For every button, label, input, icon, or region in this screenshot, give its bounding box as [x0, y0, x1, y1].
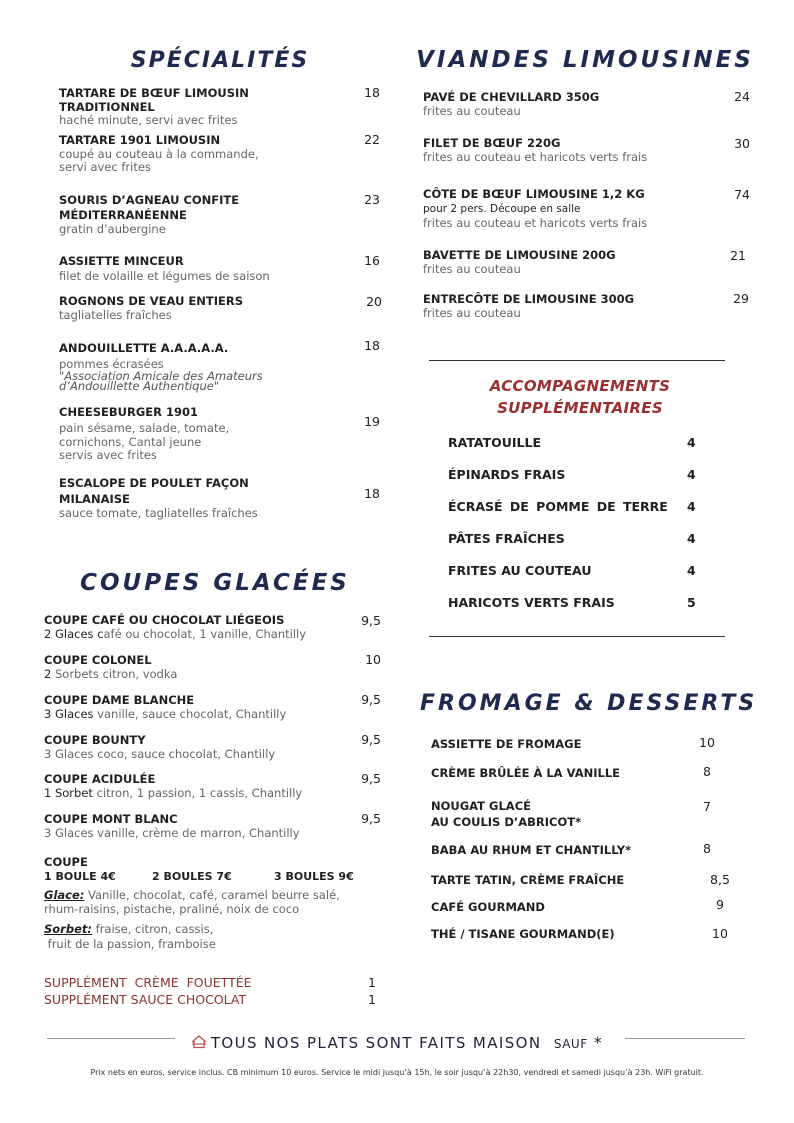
- item-price: 74: [734, 187, 750, 202]
- glace-text: Vanille, chocolat, café, caramel beurre salé,: [84, 888, 340, 902]
- side-item-name: ÉCRASÉ DE POMME DE TERRE: [448, 499, 668, 514]
- item-desc: haché minute, servi avec frites: [59, 113, 238, 127]
- dessert-price: 10: [712, 926, 728, 941]
- menu-item: [423, 292, 634, 320]
- item-price: 19: [364, 414, 380, 429]
- supplement-price: 1: [368, 992, 376, 1007]
- item-price: 9,5: [361, 811, 381, 826]
- dessert-price: 8: [703, 764, 711, 779]
- item-name: CÔTE DE BŒUF LIMOUSINE 1,2 KG: [423, 187, 645, 201]
- coupe-boules: [44, 856, 88, 869]
- desc-rest: 3 Glaces coco, sauce chocolat, Chantilly: [44, 747, 276, 761]
- item-price: 16: [364, 253, 380, 268]
- item-price: 29: [733, 291, 749, 306]
- menu-item: [59, 192, 239, 236]
- desc-lead: 1 Sorbet: [44, 786, 97, 800]
- item-name: ROGNONS DE VEAU ENTIERS: [59, 294, 244, 308]
- item-desc: [44, 827, 300, 840]
- item-name: TARTARE DE BŒUF LIMOUSIN: [59, 86, 249, 100]
- item-note: d’Andouillette Authentique": [59, 379, 220, 393]
- item-name: SOURIS D’AGNEAU CONFITE: [59, 193, 240, 207]
- menu-item: [44, 693, 286, 721]
- item-desc: sauce tomate, tagliatelles fraîches: [59, 506, 258, 520]
- item-desc: pain sésame, salade, tomate,: [59, 421, 230, 435]
- item-price: 18: [364, 85, 380, 100]
- menu-item: [423, 248, 616, 276]
- item-desc: coupé au couteau à la commande,: [59, 147, 259, 161]
- item-desc: servi avec frites: [59, 160, 151, 174]
- supplement-price: 1: [368, 975, 376, 990]
- item-price: 24: [734, 89, 750, 104]
- boule-option: 3 BOULES 9€: [274, 870, 354, 883]
- item-name: ESCALOPE DE POULET FAÇON: [59, 476, 249, 490]
- dessert-name: AU COULIS D’ABRICOT*: [431, 815, 582, 829]
- menu-item: [44, 613, 306, 641]
- item-name: COUPE DAME BLANCHE: [44, 693, 195, 707]
- desc-rest: afé ou chocolat, 1 vanille, Chantilly: [103, 627, 307, 641]
- item-price: 23: [364, 192, 380, 207]
- supplement-name: SUPPLÉMENT CRÈME FOUETTÉE: [44, 975, 252, 990]
- dessert-name: CAFÉ GOURMAND: [431, 900, 545, 914]
- dessert-price: 9: [716, 897, 724, 912]
- item-name: CHEESEBURGER 1901: [59, 405, 199, 419]
- dessert-price: 8: [703, 841, 711, 856]
- sauf-label: SAUF: [553, 1037, 588, 1051]
- asterisk: *: [593, 1033, 604, 1052]
- item-price: 9,5: [361, 732, 381, 747]
- item-desc: [44, 668, 177, 681]
- item-name: TARTARE 1901 LIMOUSIN: [59, 133, 221, 147]
- item-name: MÉDITERRANÉENNE: [59, 208, 187, 222]
- boule-option: 2 BOULES 7€: [152, 870, 232, 883]
- item-name: COUPE ACIDULÉE: [44, 772, 156, 786]
- boule-option: 1 BOULE 4€: [44, 870, 116, 883]
- glace-label: Glace:: [44, 888, 85, 902]
- menu-item: [59, 86, 249, 127]
- item-desc: [44, 787, 302, 800]
- sorbet-label: Sorbet:: [44, 922, 92, 936]
- divider: [429, 360, 725, 361]
- title-line: SUPPLÉMENTAIRES: [497, 399, 663, 417]
- side-item-price: 4: [687, 531, 696, 546]
- item-name: COUPE MONT BLANC: [44, 812, 178, 826]
- item-price: 9,5: [361, 692, 381, 707]
- menu-item: [59, 404, 229, 462]
- section-title-desserts: FROMAGE & DESSERTS: [420, 691, 758, 716]
- item-desc: gratin d’aubergine: [59, 222, 166, 236]
- item-price: 22: [364, 132, 380, 147]
- item-price: 20: [366, 294, 382, 309]
- menu-item: [59, 133, 259, 174]
- item-desc: [44, 748, 275, 761]
- item-desc: filet de volaille et légumes de saison: [59, 269, 270, 283]
- item-name: COUPE BOUNTY: [44, 733, 146, 747]
- desc-rest: 3 Glaces vanille, crème de marron, Chantilly: [44, 826, 300, 840]
- dessert-name: TARTE TATIN, CRÈME FRAÎCHE: [431, 873, 625, 887]
- menu-item: [59, 340, 263, 391]
- item-name: PAVÉ DE CHEVILLARD 350G: [423, 90, 600, 104]
- item-price: 18: [364, 338, 380, 353]
- menu-item: [59, 294, 243, 322]
- item-desc: frites au couteau: [423, 262, 521, 276]
- divider: [429, 636, 725, 637]
- glace-line: [44, 889, 340, 902]
- side-item-price: 4: [687, 467, 696, 482]
- section-title-specialites: SPÉCIALITÉS: [130, 48, 310, 73]
- menu-item: [423, 136, 647, 164]
- item-name: FILET DE BŒUF 220G: [423, 136, 561, 150]
- dessert-name: ASSIETTE DE FROMAGE: [431, 737, 582, 751]
- desc-lead: 2 Glaces c: [44, 627, 104, 641]
- sorbet-text: fruit de la passion, framboise: [44, 937, 216, 951]
- item-desc: servis avec frites: [59, 448, 157, 462]
- menu-item: [59, 475, 258, 520]
- section-title-viandes: VIANDES LIMOUSINES: [416, 47, 754, 73]
- item-name: ENTRECÔTE DE LIMOUSINE 300G: [423, 292, 635, 306]
- menu-item: [423, 187, 647, 230]
- item-desc: frites au couteau et haricots verts frais: [423, 150, 648, 164]
- side-item-price: 5: [687, 595, 696, 610]
- title-line: ACCOMPAGNEMENTS: [489, 377, 671, 395]
- menu-item: [44, 812, 300, 840]
- item-price: 21: [730, 248, 746, 263]
- dessert-name: NOUGAT GLACÉ: [431, 799, 531, 813]
- glace-flavours: [44, 889, 340, 916]
- item-name: COUPE CAFÉ OU CHOCOLAT LIÉGEOIS: [44, 613, 285, 627]
- dessert-price: 8,5: [710, 872, 730, 887]
- side-item-name: ÉPINARDS FRAIS: [448, 467, 566, 482]
- item-desc: [44, 708, 286, 721]
- item-desc: frites au couteau: [423, 306, 521, 320]
- side-item-price: 4: [687, 435, 696, 450]
- section-title-coupes: COUPES GLACÉES: [80, 570, 350, 596]
- menu-item: [44, 772, 302, 800]
- item-price: 9,5: [361, 771, 381, 786]
- dessert-name: THÉ / TISANE GOURMAND(E): [431, 927, 615, 941]
- sorbet-flavours: [44, 923, 216, 952]
- item-price: 30: [734, 136, 750, 151]
- desc-rest: vanille, sauce chocolat, Chantilly: [97, 707, 287, 721]
- dessert-name: BABA AU RHUM ET CHANTILLY*: [431, 843, 632, 857]
- desc-rest: Sorbets citron, vodka: [54, 667, 178, 681]
- menu-item: [423, 90, 599, 118]
- sorbet-text: fraise, citron, cassis,: [91, 922, 214, 936]
- coupe-label: COUPE: [44, 855, 88, 869]
- item-desc: frites au couteau et haricots verts frais: [423, 216, 648, 230]
- side-item-name: FRITES AU COUTEAU: [448, 563, 592, 578]
- footer-note: Prix nets en euros, service inclus. CB minimum 10 euros. Service le midi jusqu’à 15h, le soir jusqu’à 22h30, vendredi et samedi jusqu’à 23h. WiFi gratuit.: [90, 1068, 704, 1077]
- dessert-name: CRÈME BRÛLÉE À LA VANILLE: [431, 766, 621, 780]
- side-item-name: HARICOTS VERTS FRAIS: [448, 595, 615, 610]
- side-item-name: RATATOUILLE: [448, 435, 542, 450]
- dessert-price: 7: [703, 799, 711, 814]
- desc-lead: 3 Glaces: [44, 707, 98, 721]
- menu-item: [44, 653, 177, 681]
- menu-item: [44, 733, 275, 761]
- item-name: ANDOUILLETTE A.A.A.A.A.: [59, 341, 229, 355]
- item-desc: cornichons, Cantal jeune: [59, 435, 202, 449]
- item-desc: tagliatelles fraîches: [59, 308, 172, 322]
- dessert-price: 10: [699, 735, 715, 750]
- homemade-banner: [0, 1033, 794, 1052]
- house-icon: [191, 1035, 207, 1049]
- glace-text: rhum-raisins, pistache, praliné, noix de coco: [44, 902, 300, 916]
- side-item-price: 4: [687, 563, 696, 578]
- desc-lead: 2: [44, 667, 55, 681]
- item-note: "Association Amicale des Amateurs: [59, 369, 263, 383]
- item-desc: pommes écrasées: [59, 357, 164, 371]
- side-item-name: PÂTES FRAÎCHES: [448, 531, 565, 546]
- desc-rest: citron, 1 passion, 1 cassis, Chantilly: [96, 786, 303, 800]
- side-item-price: 4: [687, 499, 696, 514]
- menu-item: [59, 253, 270, 283]
- item-name: ASSIETTE MINCEUR: [59, 254, 184, 268]
- section-title-accompagnements: [420, 375, 740, 419]
- item-price: 18: [364, 486, 380, 501]
- homemade-text: TOUS NOS PLATS SONT FAITS MAISON: [210, 1034, 542, 1052]
- item-name: MILANAISE: [59, 492, 130, 506]
- item-desc: [44, 628, 306, 641]
- supplement-name: SUPPLÉMENT SAUCE CHOCOLAT: [44, 992, 247, 1007]
- item-name: COUPE COLONEL: [44, 653, 152, 667]
- sorbet-line: [44, 923, 216, 936]
- item-subdesc: pour 2 pers. Découpe en salle: [423, 203, 581, 215]
- item-name: TRADITIONNEL: [59, 100, 155, 114]
- dessert-item: [431, 798, 581, 830]
- item-name: BAVETTE DE LIMOUSINE 200G: [423, 248, 616, 262]
- item-price: 9,5: [361, 613, 381, 628]
- item-price: 10: [365, 652, 381, 667]
- item-desc: frites au couteau: [423, 104, 521, 118]
